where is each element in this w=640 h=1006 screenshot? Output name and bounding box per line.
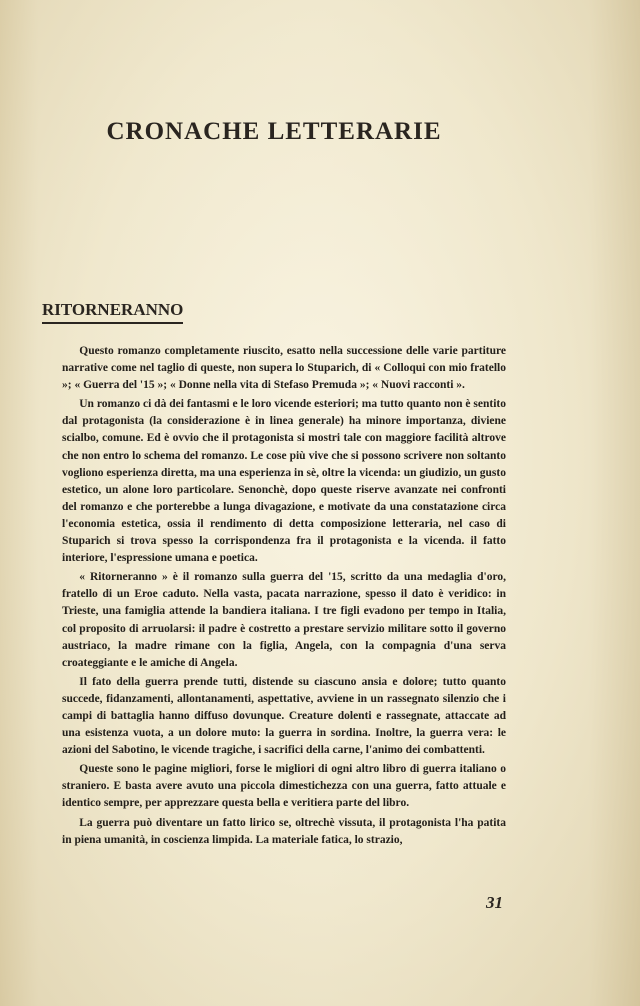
section-title: RITORNERANNO (42, 300, 183, 324)
article-body (62, 343, 506, 851)
paragraph: Queste sono le pagine migliori, forse le migliori di ogni altro libro di guerra italiano o straniero. E basta avere avuto una piccola dimestichezza con una guerra, fatto attuale e identico sempre, per apprezzare questa bella e veritiera parte del libro. (62, 763, 506, 810)
paragraph: La guerra può diventare un fatto lirico se, oltrechè vissuta, il protagonista l'ha patita in piena umanità, in coscienza limpida. La materiale fatica, lo strazio, (62, 816, 506, 846)
paragraph: Un romanzo ci dà dei fantasmi e le loro vicende esteriori; ma tutto quanto non è sentito dal protagonista (la considerazione è in linea generale) ha minore importanza, diviene scialbo, comune. Ed è ovvio che il protagonista si mostri tale con maggiore facilità altrove che non entro lo schema del romanzo. Le cose più vive che si possono scrivere non soltanto vogliono esperienza diretta, ma una esperienza in sè, oltre la vicenda: un giudizio, un gusto estetico, un alone loro particolare. Senonchè, dopo queste riserve avanzate nei confronti del romanzo e che porterebbe a lunga divagazione, e motivate da una constatazione circa l'economia estetica, ossia il rendimento di detta composizione letteraria, nel caso di Stuparich si trova spesso la corrispondenza fra il protagonista e la vicenda. il fatto interiore, l'espressione umana e poetica. (62, 398, 506, 565)
paragraph: « Ritorneranno » è il romanzo sulla guerra del '15, scritto da una medaglia d'oro, fratello di un Eroe caduto. Nella vasta, pacata narrazione, spesso il dato è veridico: in Trieste, una famiglia attende la bandiera italiana. I tre figli evadono per tempo in Italia, col proposito di arruolarsi: il padre è costretto a prestare servizio militare sotto il governo austriaco, la madre rimane con la figlia, Angela, con la compagnia d'una serva croateggiante e le amiche di Angela. (62, 571, 506, 669)
paragraph: Il fato della guerra prende tutti, distende su ciascuno ansia e dolore; tutto quanto succede, fidanzamenti, allontanamenti, aspettative, avviene in un rassegnato silenzio che i campi di battaglia hanno diffuso dovunque. Creature dolenti e rassegnate, attaccate ad una esistenza vuota, a un dolore muto: la guerra in sordina. Inoltre, la guerra vera: le azioni del Sabotino, le vicende tragiche, i sacrifici della carne, l'animo dei combattenti. (62, 675, 506, 757)
page-heading: CRONACHE LETTERARIE (106, 118, 442, 145)
paragraph: Questo romanzo completamente riuscito, esatto nella successione delle varie partiture narrative come nel taglio di queste, non supera lo Stuparich, di « Colloqui con mio fratello »; « Guerra del '15 »; « Donne nella vita di Stefaso Premuda »; « Nuovi racconti ». (62, 345, 506, 392)
page-number: 31 (486, 893, 503, 912)
